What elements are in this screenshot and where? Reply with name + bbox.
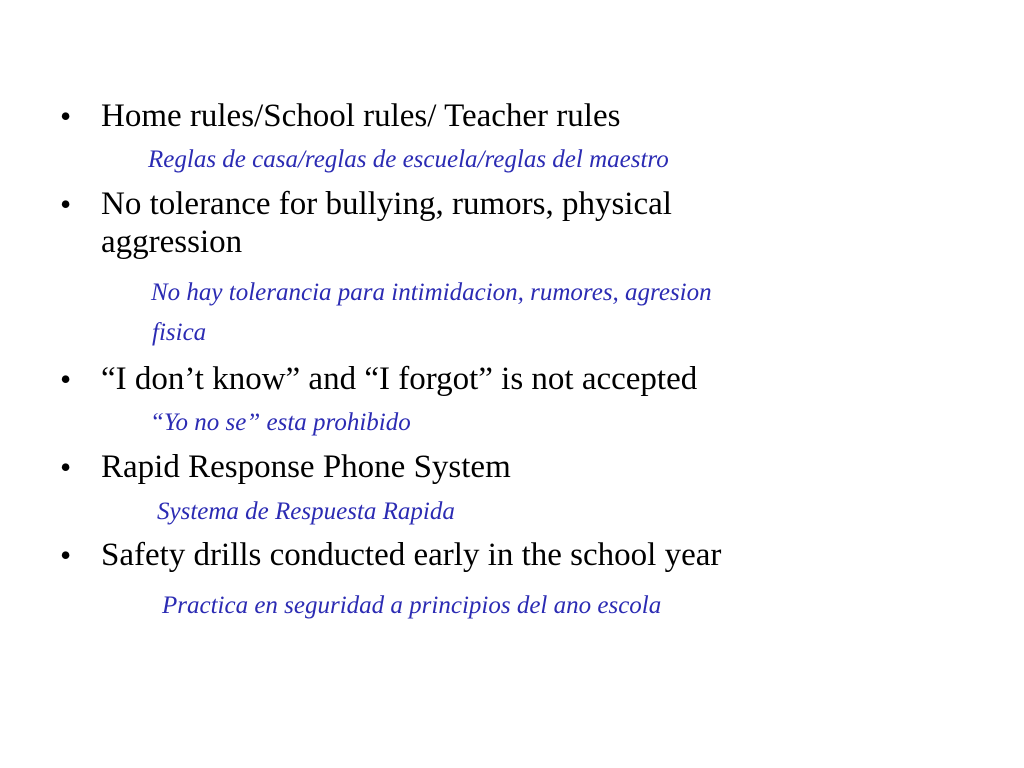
- english-item-3: “I don’t know” and “I forgot” is not accepted: [101, 361, 698, 397]
- english-item-2-line-1: No tolerance for bullying, rumors, physical: [101, 186, 672, 222]
- english-item-4: Rapid Response Phone System: [101, 449, 511, 485]
- spanish-item-2-line-2: fisica: [152, 319, 207, 346]
- english-item-1: Home rules/School rules/ Teacher rules: [101, 98, 621, 134]
- spanish-item-3: “Yo no se” esta prohibido: [150, 409, 411, 436]
- bullet-4: •: [60, 449, 72, 485]
- spanish-item-5: Practica en seguridad a principios del ano escola: [162, 592, 662, 619]
- bullet-1: •: [60, 98, 72, 134]
- bullet-3: •: [60, 361, 72, 397]
- english-item-5: Safety drills conducted early in the school year: [101, 537, 722, 573]
- spanish-item-4: Systema de Respuesta Rapida: [157, 498, 455, 525]
- spanish-item-2-line-1: No hay tolerancia para intimidacion, rumores, agresion: [151, 279, 712, 306]
- bullet-2: •: [60, 186, 72, 222]
- spanish-item-1: Reglas de casa/reglas de escuela/reglas del maestro: [148, 146, 669, 173]
- english-item-2-line-2: aggression: [101, 224, 243, 260]
- bullet-5: •: [60, 537, 72, 573]
